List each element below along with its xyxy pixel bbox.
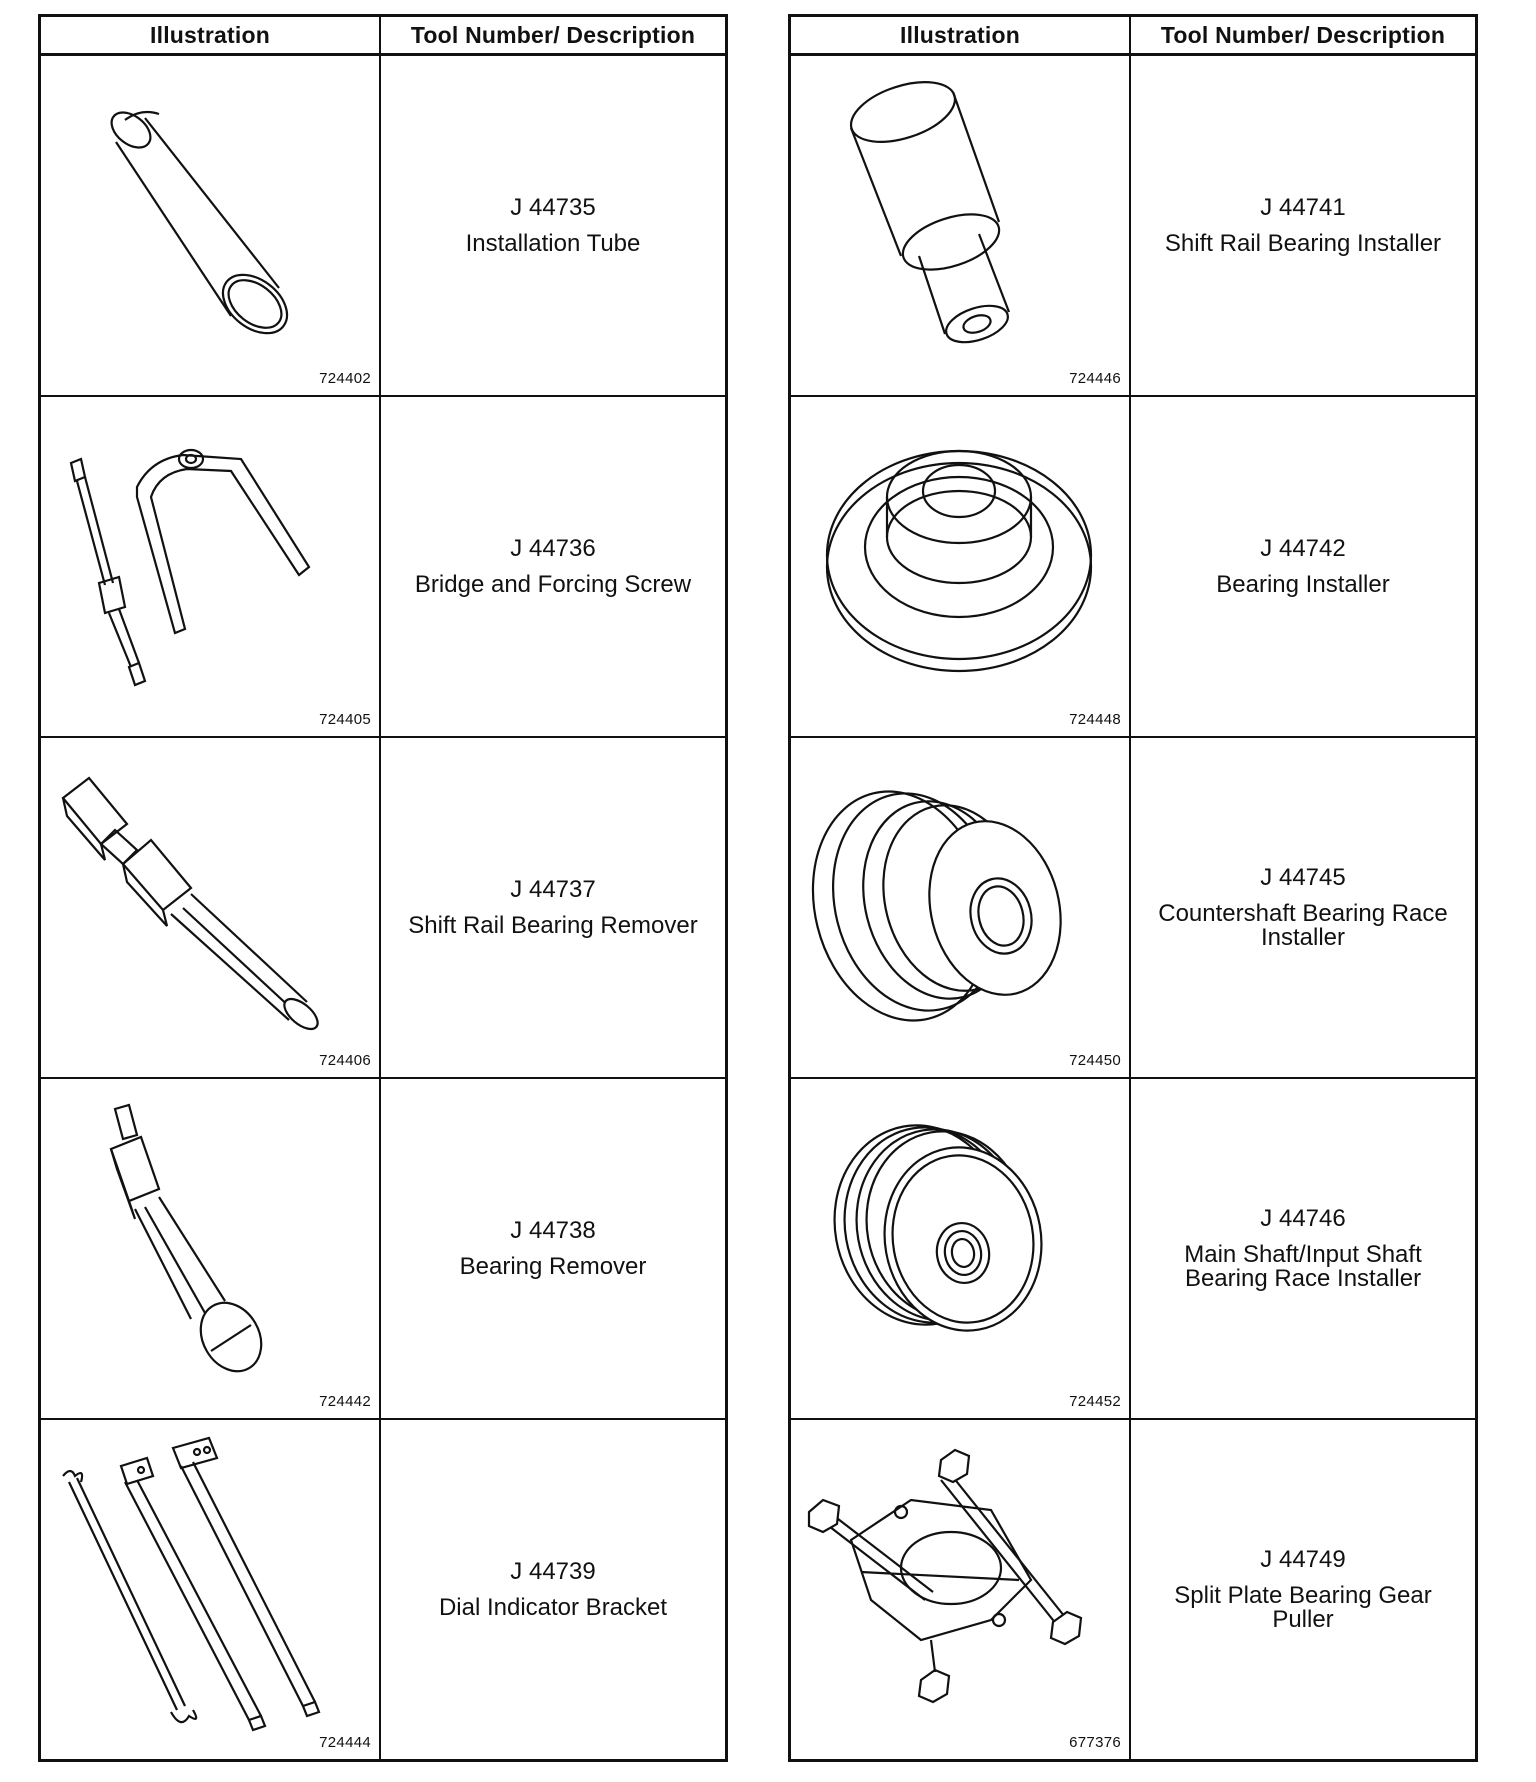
tool-name: Installation Tube	[465, 229, 641, 257]
shift-rail-bearing-installer-illustration	[791, 56, 1129, 395]
table-row	[790, 55, 1477, 397]
illustration-cell	[790, 1078, 1131, 1419]
description-cell	[1130, 55, 1477, 397]
tool-name: Shift Rail Bearing Installer	[1164, 229, 1442, 257]
table-row	[40, 55, 727, 397]
figure-number: 724442	[319, 1393, 371, 1410]
tool-name: Main Shaft/Input Shaft Bearing Race Installer	[1184, 1240, 1422, 1292]
tool-number: J 44746	[1260, 1204, 1346, 1232]
tool-name: Bearing Remover	[459, 1252, 647, 1280]
shift-rail-bearing-remover-illustration	[41, 738, 379, 1077]
figure-number: 724452	[1069, 1393, 1121, 1410]
header-row	[40, 16, 727, 55]
tool-number: J 44737	[510, 875, 596, 903]
tool-number: J 44736	[510, 534, 596, 562]
illustration-cell	[40, 55, 381, 397]
dial-indicator-bracket-illustration	[41, 1420, 379, 1759]
table-row	[790, 1419, 1477, 1761]
bridge-and-forcing-screw-illustration	[41, 397, 379, 736]
tool-number: J 44738	[510, 1216, 596, 1244]
tool-name: Bridge and Forcing Screw	[414, 570, 692, 598]
description-cell	[1130, 1078, 1477, 1419]
table-row	[790, 1078, 1477, 1419]
main-shaft-bearing-race-installer-illustration	[791, 1079, 1129, 1418]
figure-number: 724446	[1069, 370, 1121, 387]
tool-number: J 44742	[1260, 534, 1346, 562]
tool-table-left	[38, 14, 728, 1762]
tool-number: J 44739	[510, 1557, 596, 1585]
description-cell	[1130, 1419, 1477, 1761]
tool-number: J 44741	[1260, 193, 1346, 221]
figure-number: 724402	[319, 370, 371, 387]
illustration-cell	[40, 1419, 381, 1761]
tool-number: J 44749	[1260, 1545, 1346, 1573]
description-cell	[380, 1419, 727, 1761]
figure-number: 724448	[1069, 711, 1121, 728]
table-row	[40, 396, 727, 737]
illustration-cell	[40, 396, 381, 737]
table-row	[790, 737, 1477, 1078]
split-plate-bearing-gear-puller-illustration	[791, 1420, 1129, 1759]
bearing-remover-illustration	[41, 1079, 379, 1418]
installation-tube-illustration	[41, 56, 379, 395]
table-row	[40, 1078, 727, 1419]
description-cell	[1130, 396, 1477, 737]
illustration-cell	[790, 396, 1131, 737]
illustration-cell	[790, 737, 1131, 1078]
figure-number: 724450	[1069, 1052, 1121, 1069]
description-header: Tool Number/ Description	[1130, 16, 1477, 55]
illustration-cell	[790, 1419, 1131, 1761]
tool-number: J 44735	[510, 193, 596, 221]
countershaft-bearing-race-installer-illustration	[791, 738, 1129, 1077]
figure-number: 724405	[319, 711, 371, 728]
tool-name: Bearing Installer	[1216, 570, 1390, 598]
illustration-header: Illustration	[790, 16, 1131, 55]
tool-table-right	[788, 14, 1478, 1762]
bearing-installer-illustration	[791, 397, 1129, 736]
figure-number: 724444	[319, 1734, 371, 1751]
description-cell	[380, 737, 727, 1078]
illustration-cell	[790, 55, 1131, 397]
description-cell	[380, 55, 727, 397]
table-row	[790, 396, 1477, 737]
description-cell	[380, 1078, 727, 1419]
description-cell	[380, 396, 727, 737]
table-row	[40, 1419, 727, 1761]
header-row	[790, 16, 1477, 55]
tool-number: J 44745	[1260, 863, 1346, 891]
illustration-cell	[40, 737, 381, 1078]
description-cell	[1130, 737, 1477, 1078]
tool-name: Shift Rail Bearing Remover	[408, 911, 698, 939]
tool-name: Dial Indicator Bracket	[438, 1593, 668, 1621]
figure-number: 677376	[1069, 1734, 1121, 1751]
illustration-header: Illustration	[40, 16, 381, 55]
table-row	[40, 737, 727, 1078]
figure-number: 724406	[319, 1052, 371, 1069]
tool-name: Split Plate Bearing Gear Puller	[1174, 1581, 1432, 1633]
description-header: Tool Number/ Description	[380, 16, 727, 55]
illustration-cell	[40, 1078, 381, 1419]
tool-name: Countershaft Bearing Race Installer	[1158, 899, 1448, 951]
